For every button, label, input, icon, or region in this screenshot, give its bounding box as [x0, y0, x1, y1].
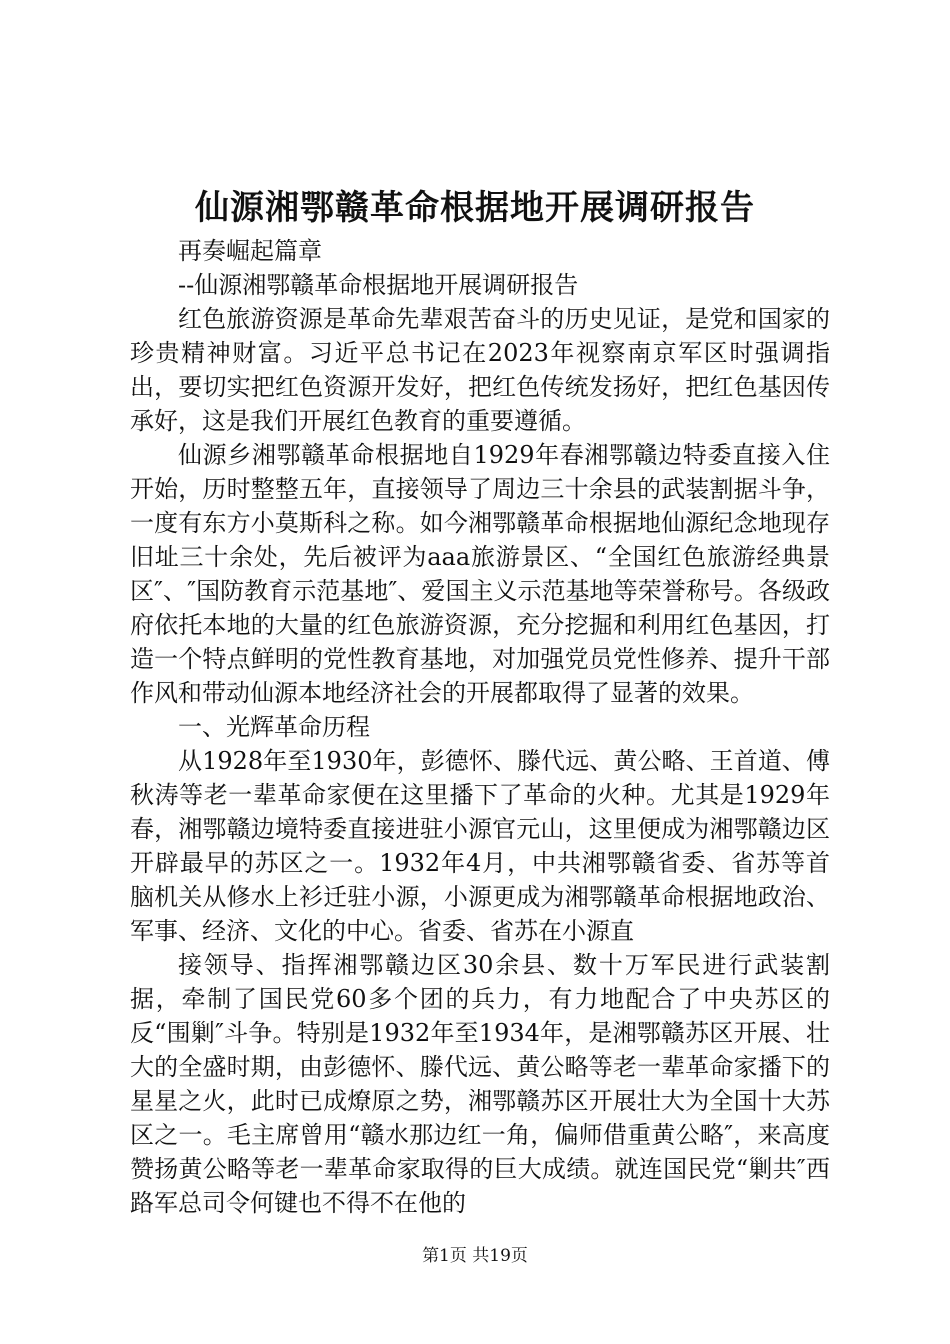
paragraph: 红色旅游资源是革命先辈艰苦奋斗的历史见证，是党和国家的珍贵精神财富。习近平总书记在2023年视察南京军区时强调指出，要切实把红色资源开发好，把红色传统发扬好，把红色基因传承好，这是我们开展红色教育的重要遵循。 [130, 305, 830, 435]
paragraph: 从1928年至1930年，彭德怀、滕代远、黄公略、王首道、傅秋涛等老一辈革命家便在这里播下了革命的火种。尤其是1929年春，湘鄂赣边境特委直接进驻小源官元山，这里便成为湘鄂赣边区开辟最早的苏区之一。1932年4月，中共湘鄂赣省委、省苏等首脑机关从修水上衫迁驻小源，小源更成为湘鄂赣革命根据地政治、军事、经济、文化的中心。省委、省苏在小源直 [130, 747, 830, 945]
paragraph: 接领导、指挥湘鄂赣边区30余县、数十万军民进行武装割据，牵制了国民党60多个团的兵力，有力地配合了中央苏区的反“围剿″斗争。特别是1932年至1934年，是湘鄂赣苏区开展、壮大的全盛时期，由彭德怀、滕代远、黄公略等老一辈革命家播下的星星之火，此时已成燎原之势，湘鄂赣苏区开展壮大为全国十大苏区之一。毛主席曾用“赣水那边红一角，偏师借重黄公略″，来高度赞扬黄公略等老一辈革命家取得的巨大成绩。就连国民党“剿共″西路军总司令何键也不得不在他的 [130, 951, 830, 1217]
document-body [130, 234, 830, 1220]
document-title: 仙源湘鄂赣革命根据地开展调研报告 [195, 188, 755, 228]
paragraph-subtitle: 再奏崛起篇章 [178, 237, 322, 265]
paragraph-subheading: --仙源湘鄂赣革命根据地开展调研报告 [178, 271, 579, 299]
section-heading: 一、光辉革命历程 [178, 713, 370, 741]
page-number: 第1页 共19页 [422, 1246, 528, 1266]
paragraph: 仙源乡湘鄂赣革命根据地自1929年春湘鄂赣边特委直接入住开始，历时整整五年，直接领导了周边三十余县的武装割据斗争，一度有东方小莫斯科之称。如今湘鄂赣革命根据地仙源纪念地现存旧址三十余处，先后被评为aaa旅游景区、“全国红色旅游经典景区″、″国防教育示范基地″、爱国主义示范基地等荣誉称号。各级政府依托本地的大量的红色旅游资源，充分挖掘和利用红色基因，打造一个特点鲜明的党性教育基地，对加强党员党性修养、提升干部作风和带动仙源本地经济社会的开展都取得了显著的效果。 [130, 441, 830, 707]
